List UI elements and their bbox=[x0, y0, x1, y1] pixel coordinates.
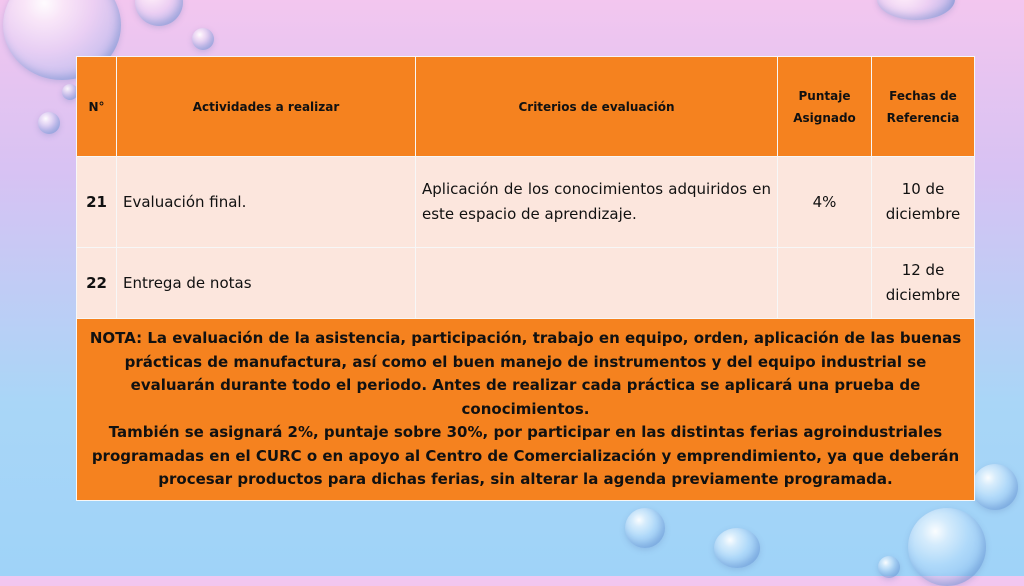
bubble-decoration bbox=[38, 112, 60, 134]
bubble-decoration bbox=[877, 0, 955, 20]
table-header-row bbox=[77, 57, 975, 157]
row-number: 21 bbox=[77, 157, 117, 248]
table-row bbox=[77, 248, 975, 319]
bubble-decoration bbox=[135, 0, 183, 26]
note-label: NOTA bbox=[89, 329, 137, 348]
row-number: 22 bbox=[77, 248, 117, 319]
row-criteria bbox=[416, 248, 778, 319]
header-dates: Fechas de Referencia bbox=[872, 57, 975, 157]
note-paragraph-1 bbox=[85, 327, 966, 421]
bubble-decoration bbox=[972, 464, 1018, 510]
header-criteria: Criterios de evaluación bbox=[416, 57, 778, 157]
header-number: N° bbox=[77, 57, 117, 157]
table-row bbox=[77, 157, 975, 248]
evaluation-table bbox=[76, 56, 975, 501]
bubble-decoration bbox=[192, 28, 214, 50]
note-paragraph-2: También se asignará 2%, puntaje sobre 30%, por participar en las distintas ferias agroindustriales programadas en el CURC o en apoyo al Centro de Comercialización y emprendimiento, ya que deberán procesar productos para dichas ferias, sin alterar la agenda previamente programada. bbox=[91, 423, 960, 489]
note-text-1: : La evaluación de la asistencia, participación, trabajo en equipo, orden, aplicación de las buenas prácticas de manufactura, así como el buen manejo de instrumentos y del equipo industrial se evaluarán durante todo el periodo. Antes de realizar cada práctica se aplicará una prueba de conocimientos. bbox=[124, 329, 962, 418]
row-date: 10 de diciembre bbox=[872, 157, 975, 248]
header-score: Puntaje Asignado bbox=[778, 57, 872, 157]
row-activity: Entrega de notas bbox=[117, 248, 416, 319]
row-activity: Evaluación final. bbox=[117, 157, 416, 248]
row-score bbox=[778, 248, 872, 319]
bubble-decoration bbox=[878, 556, 900, 578]
row-score: 4% bbox=[778, 157, 872, 248]
note-cell bbox=[77, 319, 975, 501]
note-row bbox=[77, 319, 975, 501]
bubble-decoration bbox=[714, 528, 760, 568]
bubble-decoration bbox=[625, 508, 665, 548]
header-activities: Actividades a realizar bbox=[117, 57, 416, 157]
row-date: 12 de diciembre bbox=[872, 248, 975, 319]
row-criteria: Aplicación de los conocimientos adquiridos en este espacio de aprendizaje. bbox=[416, 157, 778, 248]
bubble-decoration bbox=[908, 508, 986, 586]
